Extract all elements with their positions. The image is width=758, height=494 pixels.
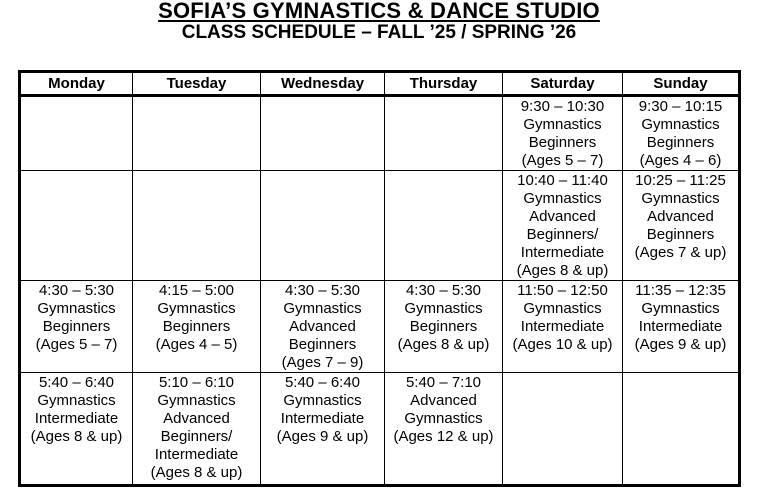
class-detail-line: Gymnastics [641, 190, 720, 207]
class-detail-line: Beginners [162, 318, 231, 335]
class-cell-tuesday [133, 373, 261, 486]
class-cell-sunday [623, 281, 740, 373]
class-info [21, 373, 132, 446]
class-detail-line: (Ages 5 – 7) [521, 152, 604, 169]
class-info [261, 281, 384, 372]
day-header-row [20, 72, 740, 96]
class-time: 10:40 – 11:40 [517, 172, 608, 189]
day-header-monday: Monday [20, 72, 133, 96]
schedule-row [20, 96, 740, 171]
empty-cell-wednesday [261, 171, 385, 281]
class-info [385, 281, 502, 354]
class-info [623, 171, 738, 262]
empty-cell-thursday [385, 96, 503, 171]
class-detail-line: (Ages 10 & up) [512, 336, 613, 353]
class-time: 5:40 – 7:10 [405, 374, 482, 391]
class-info [261, 373, 384, 446]
class-detail-line: (Ages 8 & up) [150, 464, 243, 481]
class-detail-line: (Ages 7 – 9) [281, 354, 364, 371]
class-detail-line: (Ages 4 – 5) [155, 336, 238, 353]
class-detail-line: Gymnastics [641, 300, 720, 317]
class-detail-line: Intermediate [638, 318, 723, 335]
class-cell-sunday [623, 171, 740, 281]
class-info [623, 281, 738, 354]
class-detail-line: Gymnastics [37, 300, 116, 317]
class-cell-monday [20, 373, 133, 486]
schedule-row [20, 171, 740, 281]
schedule-subtitle: CLASS SCHEDULE – FALL ’25 / SPRING ’26 [181, 22, 577, 43]
class-cell-saturday [503, 281, 623, 373]
class-info [623, 97, 738, 170]
class-detail-line: Gymnastics [283, 300, 362, 317]
class-detail-line: (Ages 4 – 6) [639, 152, 722, 169]
empty-cell-saturday [503, 373, 623, 486]
class-cell-thursday [385, 281, 503, 373]
class-time: 10:25 – 11:25 [635, 172, 726, 189]
class-detail-line: Beginners [646, 226, 715, 243]
class-detail-line: Advanced [410, 392, 477, 409]
class-cell-saturday [503, 96, 623, 171]
class-detail-line: Gymnastics [641, 116, 720, 133]
class-detail-line: (Ages 8 & up) [397, 336, 490, 353]
empty-cell-monday [20, 96, 133, 171]
class-info [133, 373, 260, 482]
day-header-wednesday: Wednesday [261, 72, 385, 96]
class-time: 4:15 – 5:00 [158, 282, 235, 299]
class-detail-line: Advanced [289, 318, 356, 335]
class-detail-line: Advanced [529, 208, 596, 225]
class-info [503, 171, 622, 280]
class-detail-line: Gymnastics [523, 300, 602, 317]
class-detail-line: Gymnastics [523, 190, 602, 207]
class-detail-line: Intermediate [520, 318, 605, 335]
class-info [21, 281, 132, 354]
class-detail-line: (Ages 9 & up) [634, 336, 727, 353]
class-time: 11:35 – 12:35 [635, 282, 726, 299]
class-time: 9:30 – 10:15 [638, 98, 723, 115]
class-info [503, 281, 622, 354]
class-cell-sunday [623, 96, 740, 171]
class-cell-wednesday [261, 281, 385, 373]
class-detail-line: Intermediate [34, 410, 119, 427]
class-detail-line: Gymnastics [157, 392, 236, 409]
class-cell-saturday [503, 171, 623, 281]
day-header-tuesday: Tuesday [133, 72, 261, 96]
class-detail-line: (Ages 12 & up) [393, 428, 494, 445]
class-detail-line: Intermediate [280, 410, 365, 427]
day-header-thursday: Thursday [385, 72, 503, 96]
schedule-row [20, 281, 740, 373]
class-detail-line: Beginners/ [160, 428, 233, 445]
class-detail-line: Beginners [42, 318, 111, 335]
day-header-saturday: Saturday [503, 72, 623, 96]
class-time: 4:30 – 5:30 [284, 282, 361, 299]
class-time: 5:40 – 6:40 [284, 374, 361, 391]
class-time: 4:30 – 5:30 [38, 282, 115, 299]
class-detail-line: Beginners/ [526, 226, 599, 243]
empty-cell-sunday [623, 373, 740, 486]
class-time: 4:30 – 5:30 [405, 282, 482, 299]
schedule-body [20, 96, 740, 486]
class-detail-line: (Ages 8 & up) [516, 262, 609, 279]
class-detail-line: (Ages 5 – 7) [35, 336, 118, 353]
day-header-sunday: Sunday [623, 72, 740, 96]
empty-cell-wednesday [261, 96, 385, 171]
class-detail-line: (Ages 8 & up) [30, 428, 123, 445]
class-detail-line: Advanced [163, 410, 230, 427]
class-detail-line: Advanced [647, 208, 714, 225]
class-detail-line: Gymnastics [523, 116, 602, 133]
class-detail-line: Gymnastics [37, 392, 116, 409]
empty-cell-tuesday [133, 96, 261, 171]
class-cell-thursday [385, 373, 503, 486]
class-detail-line: (Ages 9 & up) [276, 428, 369, 445]
class-time: 5:40 – 6:40 [38, 374, 115, 391]
class-detail-line: Beginners [409, 318, 478, 335]
class-detail-line: (Ages 7 & up) [634, 244, 727, 261]
class-cell-monday [20, 281, 133, 373]
empty-cell-monday [20, 171, 133, 281]
class-detail-line: Intermediate [520, 244, 605, 261]
empty-cell-tuesday [133, 171, 261, 281]
class-detail-line: Gymnastics [157, 300, 236, 317]
class-detail-line: Intermediate [154, 446, 239, 463]
class-detail-line: Gymnastics [404, 410, 483, 427]
class-cell-wednesday [261, 373, 385, 486]
class-time: 11:50 – 12:50 [517, 282, 608, 299]
empty-cell-thursday [385, 171, 503, 281]
class-detail-line: Gymnastics [404, 300, 483, 317]
schedule-row [20, 373, 740, 486]
studio-title: SOFIA’S GYMNASTICS & DANCE STUDIO [158, 0, 600, 23]
class-time: 9:30 – 10:30 [520, 98, 605, 115]
class-info [385, 373, 502, 446]
class-detail-line: Beginners [646, 134, 715, 151]
class-info [503, 97, 622, 170]
class-detail-line: Beginners [288, 336, 357, 353]
class-detail-line: Gymnastics [283, 392, 362, 409]
class-detail-line: Beginners [528, 134, 597, 151]
class-cell-tuesday [133, 281, 261, 373]
class-schedule-table [18, 70, 741, 487]
class-time: 5:10 – 6:10 [158, 374, 235, 391]
class-info [133, 281, 260, 354]
